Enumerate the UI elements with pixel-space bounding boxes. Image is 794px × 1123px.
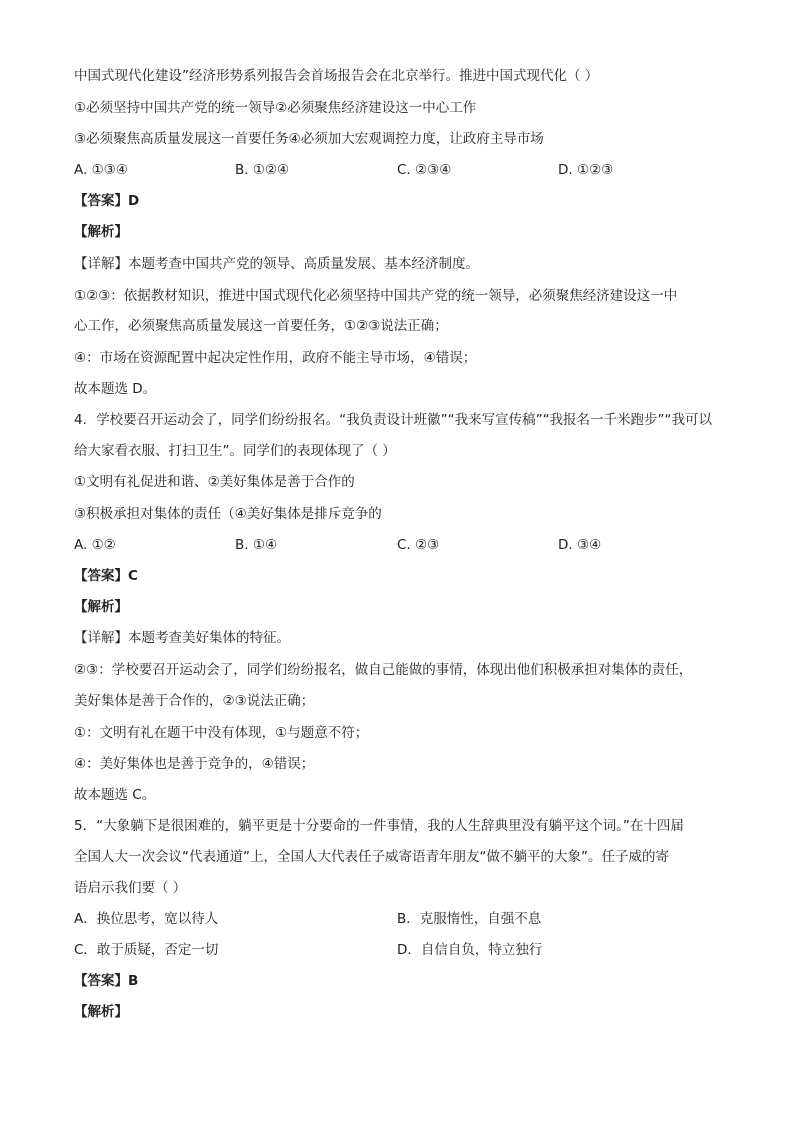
q5-stem-line3: 语启示我们要（ ） bbox=[74, 880, 187, 896]
q4-option-c: C. ②③ bbox=[397, 537, 440, 553]
q3-items-line1: ①必须坚持中国共产党的统一领导②必须聚焦经济建设这一中心工作 bbox=[74, 100, 477, 116]
q3-items-line2: ③必须聚焦高质量发展这一首要任务④必须加大宏观调控力度，让政府主导市场 bbox=[74, 131, 544, 147]
q3-analysis-label: 【解析】 bbox=[74, 224, 128, 240]
q4-items-line1: ①文明有礼促进和谐、②美好集体是善于合作的 bbox=[74, 474, 355, 490]
q4-conclusion: 故本题选 C。 bbox=[74, 787, 156, 803]
q3-option-b: B. ①②④ bbox=[235, 162, 290, 178]
q5-answer: 【答案】B bbox=[74, 973, 139, 989]
q3-explanation-2: ④：市场在资源配置中起决定性作用，政府不能主导市场，④错误； bbox=[74, 350, 477, 366]
q3-answer: 【答案】D bbox=[74, 193, 140, 209]
q4-option-d: D. ③④ bbox=[558, 537, 602, 553]
q4-explanation-3: ④：美好集体也是善于竞争的，④错误； bbox=[74, 756, 315, 772]
q5-analysis-label: 【解析】 bbox=[74, 1004, 128, 1020]
q5-option-d: D．自信自负，特立独行 bbox=[397, 942, 543, 958]
q5-option-a: A．换位思考，宽以待人 bbox=[74, 911, 219, 927]
q5-option-b: B．克服惰性，自强不息 bbox=[397, 911, 542, 927]
q5-options-row1 bbox=[74, 909, 734, 929]
q4-options bbox=[74, 535, 734, 555]
q3-stem: 中国式现代化建设”经济形势系列报告会首场报告会在北京举行。推进中国式现代化（ ） bbox=[74, 68, 599, 84]
q3-conclusion: 故本题选 D。 bbox=[74, 381, 157, 397]
q3-option-c: C. ②③④ bbox=[397, 162, 452, 178]
q3-option-d: D. ①②③ bbox=[558, 162, 614, 178]
q5-option-c: C．敢于质疑，否定一切 bbox=[74, 942, 219, 958]
q5-stem-line1: 5．“大象躺下是很困难的，躺平更是十分要命的一件事情，我的人生辞典里没有躺平这个词。”在十四届 bbox=[74, 818, 684, 834]
q4-option-b: B. ①④ bbox=[235, 537, 278, 553]
q4-items-line2: ③积极承担对集体的责任（④美好集体是排斥竞争的 bbox=[74, 506, 382, 522]
q3-explanation-1b: 心工作，必须聚焦高质量发展这一首要任务，①②③说法正确； bbox=[74, 318, 448, 334]
q4-option-a: A. ①② bbox=[74, 537, 116, 553]
q4-stem-line2: 给大家看衣服、打扫卫生”。同学们的表现体现了（ ） bbox=[74, 443, 396, 459]
q4-explanation-2: ①：文明有礼在题干中没有体现，①与题意不符； bbox=[74, 725, 369, 741]
q3-option-a: A. ①③④ bbox=[74, 162, 128, 178]
q4-explanation-1a: ②③：学校要召开运动会了，同学们纷纷报名，做自己能做的事情，体现出他们积极承担对集体的责任， bbox=[74, 662, 693, 678]
q4-explanation-1b: 美好集体是善于合作的，②③说法正确； bbox=[74, 693, 315, 709]
q5-stem-line2: 全国人大一次会议“代表通道”上，全国人大代表任子威寄语青年朋友“做不躺平的大象”。任子威的寄 bbox=[74, 849, 669, 865]
q4-answer: 【答案】C bbox=[74, 568, 138, 584]
q4-stem-line1: 4．学校要召开运动会了，同学们纷纷报名。“我负责设计班徽”“我来写宣传稿”“我报名一千米跑步”“我可以 bbox=[74, 412, 713, 428]
q3-explanation-1a: ①②③：依据教材知识，推进中国式现代化必须坚持中国共产党的统一领导，必须聚焦经济建设这一中 bbox=[74, 288, 678, 304]
q5-options-row2 bbox=[74, 940, 734, 960]
q3-detail: 【详解】本题考查中国共产党的领导、高质量发展、基本经济制度。 bbox=[74, 256, 479, 272]
q4-analysis-label: 【解析】 bbox=[74, 599, 128, 615]
q4-detail: 【详解】本题考查美好集体的特征。 bbox=[74, 630, 290, 646]
q3-options bbox=[74, 160, 734, 180]
